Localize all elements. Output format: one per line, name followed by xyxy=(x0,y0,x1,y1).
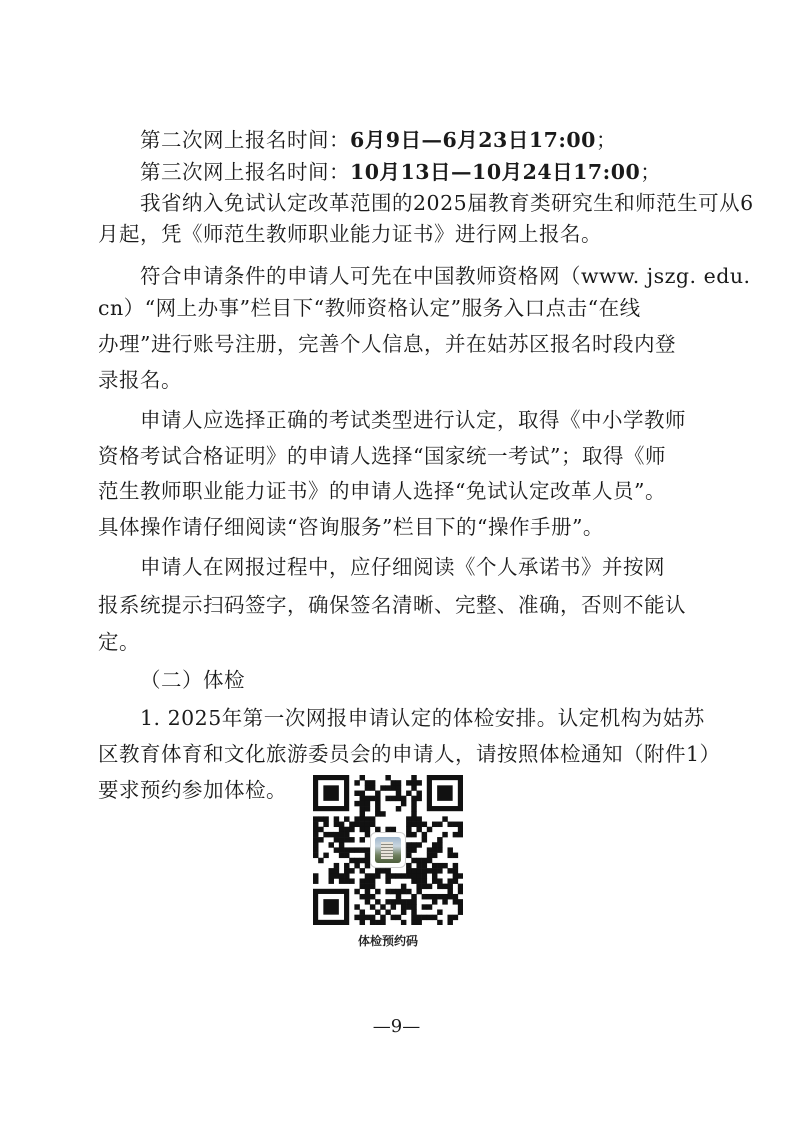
paragraph-line: 1. 2025年第一次网报申请认定的体检安排。认定机构为姑苏 xyxy=(140,706,705,730)
paragraph-line: 月起，凭《师范生教师职业能力证书》进行网上报名。 xyxy=(98,222,602,246)
paragraph-line: 要求预约参加体检。 xyxy=(98,778,287,802)
paragraph-line: cn）“网上办事”栏目下“教师资格认定”服务入口点击“在线 xyxy=(98,296,641,320)
registration-time-2: 第二次网上报名时间：6月9日—6月23日17:00； xyxy=(140,128,617,152)
section-heading: （二）体检 xyxy=(140,668,245,692)
paragraph-line: 办理”进行账号注册，完善个人信息，并在姑苏区报名时段内登 xyxy=(98,332,676,356)
paragraph-line: 录报名。 xyxy=(98,368,182,392)
paragraph-line: 范生教师职业能力证书》的申请人选择“免试认定改革人员”。 xyxy=(98,479,666,503)
paragraph-line: 具体操作请仔细阅读“咨询服务”栏目下的“操作手册”。 xyxy=(98,515,604,539)
qr-caption: 体检预约码 xyxy=(357,934,418,948)
paragraph-line: 符合申请条件的申请人可先在中国教师资格网（www. jszg. edu. xyxy=(140,264,751,288)
paragraph-line: 区教育体育和文化旅游委员会的申请人，请按照体检通知（附件1） xyxy=(98,742,721,766)
paragraph-line: 申请人在网报过程中，应仔细阅读《个人承诺书》并按网 xyxy=(140,555,665,579)
paragraph-line: 资格考试合格证明》的申请人选择“国家统一考试”；取得《师 xyxy=(98,444,666,468)
qr-logo xyxy=(371,833,405,867)
paragraph-line: 报系统提示扫码签字，确保签名清晰、完整、准确，否则不能认 xyxy=(98,593,686,617)
paragraph-line: 定。 xyxy=(98,630,140,654)
registration-time-3: 第三次网上报名时间：10月13日—10月24日17:00； xyxy=(140,160,662,184)
paragraph-line: 申请人应选择正确的考试类型进行认定，取得《中小学教师 xyxy=(140,408,686,432)
qr-code xyxy=(313,775,463,925)
page-number: —9— xyxy=(372,1016,421,1037)
paragraph-line: 我省纳入免试认定改革范围的2025届教育类研究生和师范生可从6 xyxy=(140,191,754,215)
